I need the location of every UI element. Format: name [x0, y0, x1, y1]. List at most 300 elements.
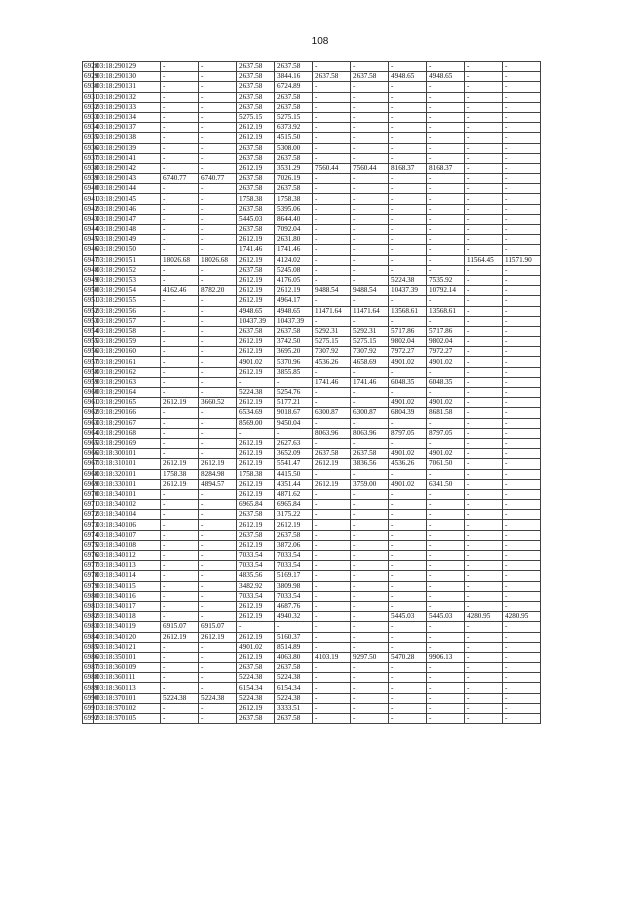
- value-cell: -: [389, 530, 427, 540]
- value-cell: -: [427, 622, 465, 632]
- table-row: [83, 520, 541, 530]
- value-cell: -: [199, 449, 237, 459]
- value-cell: 4964.17: [275, 296, 313, 306]
- table-row: [83, 479, 541, 489]
- value-cell: 6300.87: [351, 408, 389, 418]
- value-cell: 2612.19: [161, 398, 199, 408]
- row-number-cell: 6963: [84, 418, 99, 427]
- value-cell: -: [351, 245, 389, 255]
- code-cell: 03:18:290147: [94, 214, 161, 224]
- value-cell: 2612.19: [237, 601, 275, 611]
- value-cell: -: [199, 306, 237, 316]
- table-row: [83, 652, 541, 662]
- value-cell: 2637.58: [237, 265, 275, 275]
- row-number-cell: 6989: [84, 683, 99, 692]
- value-cell: -: [161, 418, 199, 428]
- value-cell: -: [427, 184, 465, 194]
- value-cell: -: [313, 296, 351, 306]
- value-cell: -: [503, 459, 541, 469]
- value-cell: -: [199, 225, 237, 235]
- value-cell: -: [503, 316, 541, 326]
- value-cell: -: [161, 204, 199, 214]
- table-row: [83, 347, 541, 357]
- table-row: [83, 377, 541, 387]
- value-cell: -: [465, 123, 503, 133]
- value-cell: 2637.58: [237, 663, 275, 673]
- table-row: [83, 438, 541, 448]
- value-cell: -: [389, 683, 427, 693]
- row-number-cell: 6981: [84, 602, 99, 611]
- value-cell: 5224.38: [275, 673, 313, 683]
- value-cell: -: [351, 622, 389, 632]
- value-cell: -: [351, 601, 389, 611]
- value-cell: 6804.39: [389, 408, 427, 418]
- code-cell: 03:18:290145: [94, 194, 161, 204]
- value-cell: -: [313, 714, 351, 724]
- value-cell: -: [351, 632, 389, 642]
- value-cell: -: [465, 663, 503, 673]
- value-cell: -: [465, 62, 503, 72]
- code-cell: 03:18:290155: [94, 296, 161, 306]
- value-cell: 5169.17: [275, 571, 313, 581]
- value-cell: -: [503, 693, 541, 703]
- value-cell: 2612.19: [237, 449, 275, 459]
- value-cell: -: [427, 367, 465, 377]
- value-cell: 6154.34: [237, 683, 275, 693]
- value-cell: 7033.54: [237, 591, 275, 601]
- value-cell: -: [503, 357, 541, 367]
- value-cell: -: [503, 275, 541, 285]
- value-cell: 3809.98: [275, 581, 313, 591]
- value-cell: 2637.58: [237, 153, 275, 163]
- row-number-cell: 6955: [84, 337, 99, 346]
- value-cell: -: [465, 72, 503, 82]
- value-cell: -: [389, 663, 427, 673]
- value-cell: -: [199, 357, 237, 367]
- value-cell: 2612.19: [199, 632, 237, 642]
- value-cell: -: [199, 245, 237, 255]
- value-cell: -: [503, 326, 541, 336]
- value-cell: -: [313, 663, 351, 673]
- row-number-cell: 6961: [84, 398, 99, 407]
- value-cell: -: [503, 428, 541, 438]
- table-row: [83, 245, 541, 255]
- value-cell: -: [465, 652, 503, 662]
- value-cell: -: [389, 693, 427, 703]
- row-number-cell: 6940: [84, 184, 99, 193]
- value-cell: -: [465, 510, 503, 520]
- value-cell: 8063.96: [351, 428, 389, 438]
- value-cell: -: [465, 520, 503, 530]
- value-cell: -: [199, 72, 237, 82]
- value-cell: -: [313, 194, 351, 204]
- table-row: [83, 591, 541, 601]
- table-row: [83, 612, 541, 622]
- value-cell: -: [465, 347, 503, 357]
- value-cell: -: [465, 296, 503, 306]
- value-cell: 7033.54: [237, 561, 275, 571]
- value-cell: -: [465, 500, 503, 510]
- value-cell: -: [427, 245, 465, 255]
- row-number-cell: 6936: [84, 143, 99, 152]
- value-cell: 4901.02: [237, 642, 275, 652]
- table-row: [83, 72, 541, 82]
- value-cell: -: [313, 174, 351, 184]
- value-cell: -: [389, 418, 427, 428]
- value-cell: -: [427, 469, 465, 479]
- value-cell: -: [161, 163, 199, 173]
- code-cell: 03:18:330101: [94, 479, 161, 489]
- value-cell: -: [161, 326, 199, 336]
- table-row: [83, 418, 541, 428]
- code-cell: 03:18:290165: [94, 398, 161, 408]
- value-cell: -: [465, 428, 503, 438]
- value-cell: -: [199, 428, 237, 438]
- row-number-cell: 6948: [84, 265, 99, 274]
- value-cell: -: [503, 632, 541, 642]
- value-cell: 5224.38: [389, 275, 427, 285]
- value-cell: -: [161, 714, 199, 724]
- value-cell: 4515.50: [275, 133, 313, 143]
- value-cell: 6915.07: [199, 622, 237, 632]
- value-cell: 2612.19: [237, 367, 275, 377]
- code-cell: 03:18:350101: [94, 652, 161, 662]
- value-cell: -: [199, 92, 237, 102]
- value-cell: -: [389, 561, 427, 571]
- code-cell: 03:18:290169: [94, 438, 161, 448]
- value-cell: -: [313, 612, 351, 622]
- value-cell: -: [275, 622, 313, 632]
- value-cell: 7535.92: [427, 275, 465, 285]
- value-cell: 18026.68: [199, 255, 237, 265]
- row-number-cell: 6950: [84, 286, 99, 295]
- value-cell: -: [465, 367, 503, 377]
- value-cell: -: [389, 174, 427, 184]
- value-cell: -: [503, 479, 541, 489]
- value-cell: 4948.65: [275, 306, 313, 316]
- value-cell: -: [465, 459, 503, 469]
- value-cell: -: [503, 184, 541, 194]
- value-cell: -: [389, 123, 427, 133]
- value-cell: 2637.58: [237, 174, 275, 184]
- value-cell: -: [199, 296, 237, 306]
- value-cell: -: [465, 337, 503, 347]
- value-cell: 5160.37: [275, 632, 313, 642]
- table-row: [83, 306, 541, 316]
- value-cell: -: [465, 540, 503, 550]
- value-cell: -: [161, 571, 199, 581]
- value-cell: -: [161, 449, 199, 459]
- code-cell: 03:18:340119: [94, 622, 161, 632]
- value-cell: -: [389, 296, 427, 306]
- value-cell: -: [161, 428, 199, 438]
- value-cell: -: [199, 673, 237, 683]
- value-cell: -: [389, 601, 427, 611]
- value-cell: 2612.19: [237, 540, 275, 550]
- value-cell: -: [503, 337, 541, 347]
- value-cell: 2637.58: [237, 92, 275, 102]
- value-cell: -: [351, 540, 389, 550]
- value-cell: -: [427, 102, 465, 112]
- value-cell: 6373.92: [275, 123, 313, 133]
- value-cell: -: [313, 500, 351, 510]
- value-cell: -: [199, 520, 237, 530]
- value-cell: -: [427, 255, 465, 265]
- value-cell: 2637.58: [237, 530, 275, 540]
- value-cell: -: [427, 438, 465, 448]
- row-number-cell: 6967: [84, 459, 99, 468]
- value-cell: 4901.02: [237, 357, 275, 367]
- value-cell: -: [465, 275, 503, 285]
- row-number-cell: 6990: [84, 693, 99, 702]
- value-cell: -: [351, 571, 389, 581]
- value-cell: -: [503, 449, 541, 459]
- value-cell: 2637.58: [237, 510, 275, 520]
- value-cell: -: [313, 255, 351, 265]
- value-cell: -: [503, 225, 541, 235]
- value-cell: -: [503, 601, 541, 611]
- table-row: [83, 540, 541, 550]
- value-cell: -: [161, 591, 199, 601]
- value-cell: -: [313, 367, 351, 377]
- value-cell: -: [199, 194, 237, 204]
- value-cell: -: [313, 601, 351, 611]
- value-cell: 4351.44: [275, 479, 313, 489]
- value-cell: 10792.14: [427, 286, 465, 296]
- value-cell: 4280.95: [503, 612, 541, 622]
- value-cell: 8514.89: [275, 642, 313, 652]
- value-cell: 2637.58: [275, 714, 313, 724]
- value-cell: -: [427, 601, 465, 611]
- row-number-cell: 6931: [84, 92, 99, 101]
- value-cell: -: [389, 642, 427, 652]
- value-cell: -: [389, 571, 427, 581]
- value-cell: 5224.38: [199, 693, 237, 703]
- value-cell: 2612.19: [237, 275, 275, 285]
- value-cell: -: [389, 316, 427, 326]
- value-cell: -: [351, 520, 389, 530]
- row-number-cell: 6949: [84, 276, 99, 285]
- value-cell: -: [389, 204, 427, 214]
- value-cell: -: [389, 184, 427, 194]
- value-cell: -: [465, 581, 503, 591]
- value-cell: -: [427, 703, 465, 713]
- value-cell: -: [427, 683, 465, 693]
- value-cell: -: [161, 561, 199, 571]
- row-number-cell: 6956: [84, 347, 99, 356]
- value-cell: -: [465, 235, 503, 245]
- value-cell: -: [389, 102, 427, 112]
- row-number-cell: 6970: [84, 489, 99, 498]
- value-cell: -: [199, 102, 237, 112]
- value-cell: 8681.58: [427, 408, 465, 418]
- value-cell: -: [427, 112, 465, 122]
- value-cell: -: [465, 133, 503, 143]
- value-cell: 3844.16: [275, 72, 313, 82]
- value-cell: -: [465, 143, 503, 153]
- row-number-cell: 6954: [84, 326, 99, 335]
- value-cell: 2612.19: [237, 255, 275, 265]
- value-cell: -: [503, 398, 541, 408]
- value-cell: -: [351, 123, 389, 133]
- table-row: [83, 123, 541, 133]
- code-cell: 03:18:340117: [94, 601, 161, 611]
- row-number-cell: 6957: [84, 357, 99, 366]
- value-cell: -: [427, 194, 465, 204]
- value-cell: -: [313, 92, 351, 102]
- value-cell: -: [427, 663, 465, 673]
- value-cell: -: [427, 214, 465, 224]
- value-cell: -: [465, 357, 503, 367]
- value-cell: -: [237, 428, 275, 438]
- table-row: [83, 530, 541, 540]
- table-row: [83, 398, 541, 408]
- value-cell: -: [351, 693, 389, 703]
- value-cell: 2612.19: [237, 489, 275, 499]
- table-row: [83, 194, 541, 204]
- table-row: [83, 500, 541, 510]
- value-cell: -: [161, 581, 199, 591]
- table-row: [83, 214, 541, 224]
- value-cell: 4063.80: [275, 652, 313, 662]
- row-number-cell: 6958: [84, 367, 99, 376]
- code-cell: 03:18:340115: [94, 581, 161, 591]
- row-number-cell: 6960: [84, 388, 99, 397]
- value-cell: -: [199, 82, 237, 92]
- value-cell: -: [161, 184, 199, 194]
- value-cell: -: [465, 571, 503, 581]
- value-cell: -: [313, 561, 351, 571]
- table-row: [83, 388, 541, 398]
- value-cell: -: [427, 581, 465, 591]
- value-cell: -: [465, 377, 503, 387]
- value-cell: 2612.19: [313, 479, 351, 489]
- value-cell: -: [313, 153, 351, 163]
- value-cell: 1741.46: [351, 377, 389, 387]
- code-cell: 03:18:290166: [94, 408, 161, 418]
- value-cell: -: [161, 408, 199, 418]
- value-cell: -: [351, 102, 389, 112]
- code-cell: 03:18:290133: [94, 102, 161, 112]
- value-cell: -: [199, 683, 237, 693]
- value-cell: 5292.31: [313, 326, 351, 336]
- value-cell: -: [503, 520, 541, 530]
- value-cell: 2637.58: [351, 449, 389, 459]
- value-cell: -: [199, 153, 237, 163]
- value-cell: -: [351, 388, 389, 398]
- row-number-cell: 6966: [84, 449, 99, 458]
- value-cell: -: [161, 520, 199, 530]
- value-cell: -: [351, 500, 389, 510]
- value-cell: 10437.39: [275, 316, 313, 326]
- value-cell: 2612.19: [237, 652, 275, 662]
- value-cell: -: [503, 245, 541, 255]
- value-cell: 9488.54: [313, 286, 351, 296]
- value-cell: 1741.46: [313, 377, 351, 387]
- value-cell: 2637.58: [275, 184, 313, 194]
- table-row: [83, 255, 541, 265]
- value-cell: -: [465, 82, 503, 92]
- value-cell: -: [389, 703, 427, 713]
- value-cell: -: [199, 112, 237, 122]
- row-number-cell: 6987: [84, 663, 99, 672]
- value-cell: 5445.03: [389, 612, 427, 622]
- value-cell: 2612.19: [237, 347, 275, 357]
- value-cell: -: [465, 489, 503, 499]
- value-cell: -: [351, 469, 389, 479]
- table-row: [83, 632, 541, 642]
- value-cell: 3759.00: [351, 479, 389, 489]
- value-cell: -: [465, 601, 503, 611]
- code-cell: 03:18:290157: [94, 316, 161, 326]
- value-cell: 4901.02: [389, 479, 427, 489]
- data-table: [82, 61, 541, 724]
- value-cell: -: [503, 652, 541, 662]
- table-row: [83, 428, 541, 438]
- value-cell: -: [465, 714, 503, 724]
- table-row: [83, 337, 541, 347]
- value-cell: -: [351, 184, 389, 194]
- table-row: [83, 449, 541, 459]
- row-number-cell: 6982: [84, 612, 99, 621]
- value-cell: -: [389, 62, 427, 72]
- value-cell: 1758.38: [237, 194, 275, 204]
- value-cell: 6740.77: [161, 174, 199, 184]
- value-cell: -: [503, 82, 541, 92]
- value-cell: -: [465, 438, 503, 448]
- table-row: [83, 62, 541, 72]
- value-cell: -: [503, 408, 541, 418]
- value-cell: -: [161, 642, 199, 652]
- value-cell: -: [465, 693, 503, 703]
- code-cell: 03:18:370105: [94, 714, 161, 724]
- row-number-cell: 6992: [84, 714, 99, 723]
- table-row: [83, 225, 541, 235]
- value-cell: -: [161, 612, 199, 622]
- value-cell: -: [389, 133, 427, 143]
- value-cell: -: [199, 703, 237, 713]
- value-cell: 4415.50: [275, 469, 313, 479]
- value-cell: 2637.58: [237, 326, 275, 336]
- value-cell: -: [161, 133, 199, 143]
- value-cell: 2612.19: [161, 459, 199, 469]
- value-cell: -: [503, 388, 541, 398]
- value-cell: 5275.15: [351, 337, 389, 347]
- row-number-cell: 6979: [84, 581, 99, 590]
- value-cell: -: [161, 102, 199, 112]
- row-number-cell: 6946: [84, 245, 99, 254]
- value-cell: -: [389, 489, 427, 499]
- table-row: [83, 174, 541, 184]
- row-number-cell: 6935: [84, 133, 99, 142]
- value-cell: -: [199, 367, 237, 377]
- value-cell: 4948.65: [427, 72, 465, 82]
- value-cell: -: [351, 438, 389, 448]
- value-cell: -: [389, 510, 427, 520]
- code-cell: 03:18:290151: [94, 255, 161, 265]
- value-cell: -: [465, 286, 503, 296]
- code-cell: 03:18:340118: [94, 612, 161, 622]
- value-cell: -: [503, 133, 541, 143]
- value-cell: -: [465, 92, 503, 102]
- code-cell: 03:18:340112: [94, 551, 161, 561]
- table-row: [83, 571, 541, 581]
- value-cell: -: [199, 438, 237, 448]
- value-cell: 7560.44: [313, 163, 351, 173]
- value-cell: 3531.29: [275, 163, 313, 173]
- value-cell: -: [427, 561, 465, 571]
- value-cell: 9450.04: [275, 418, 313, 428]
